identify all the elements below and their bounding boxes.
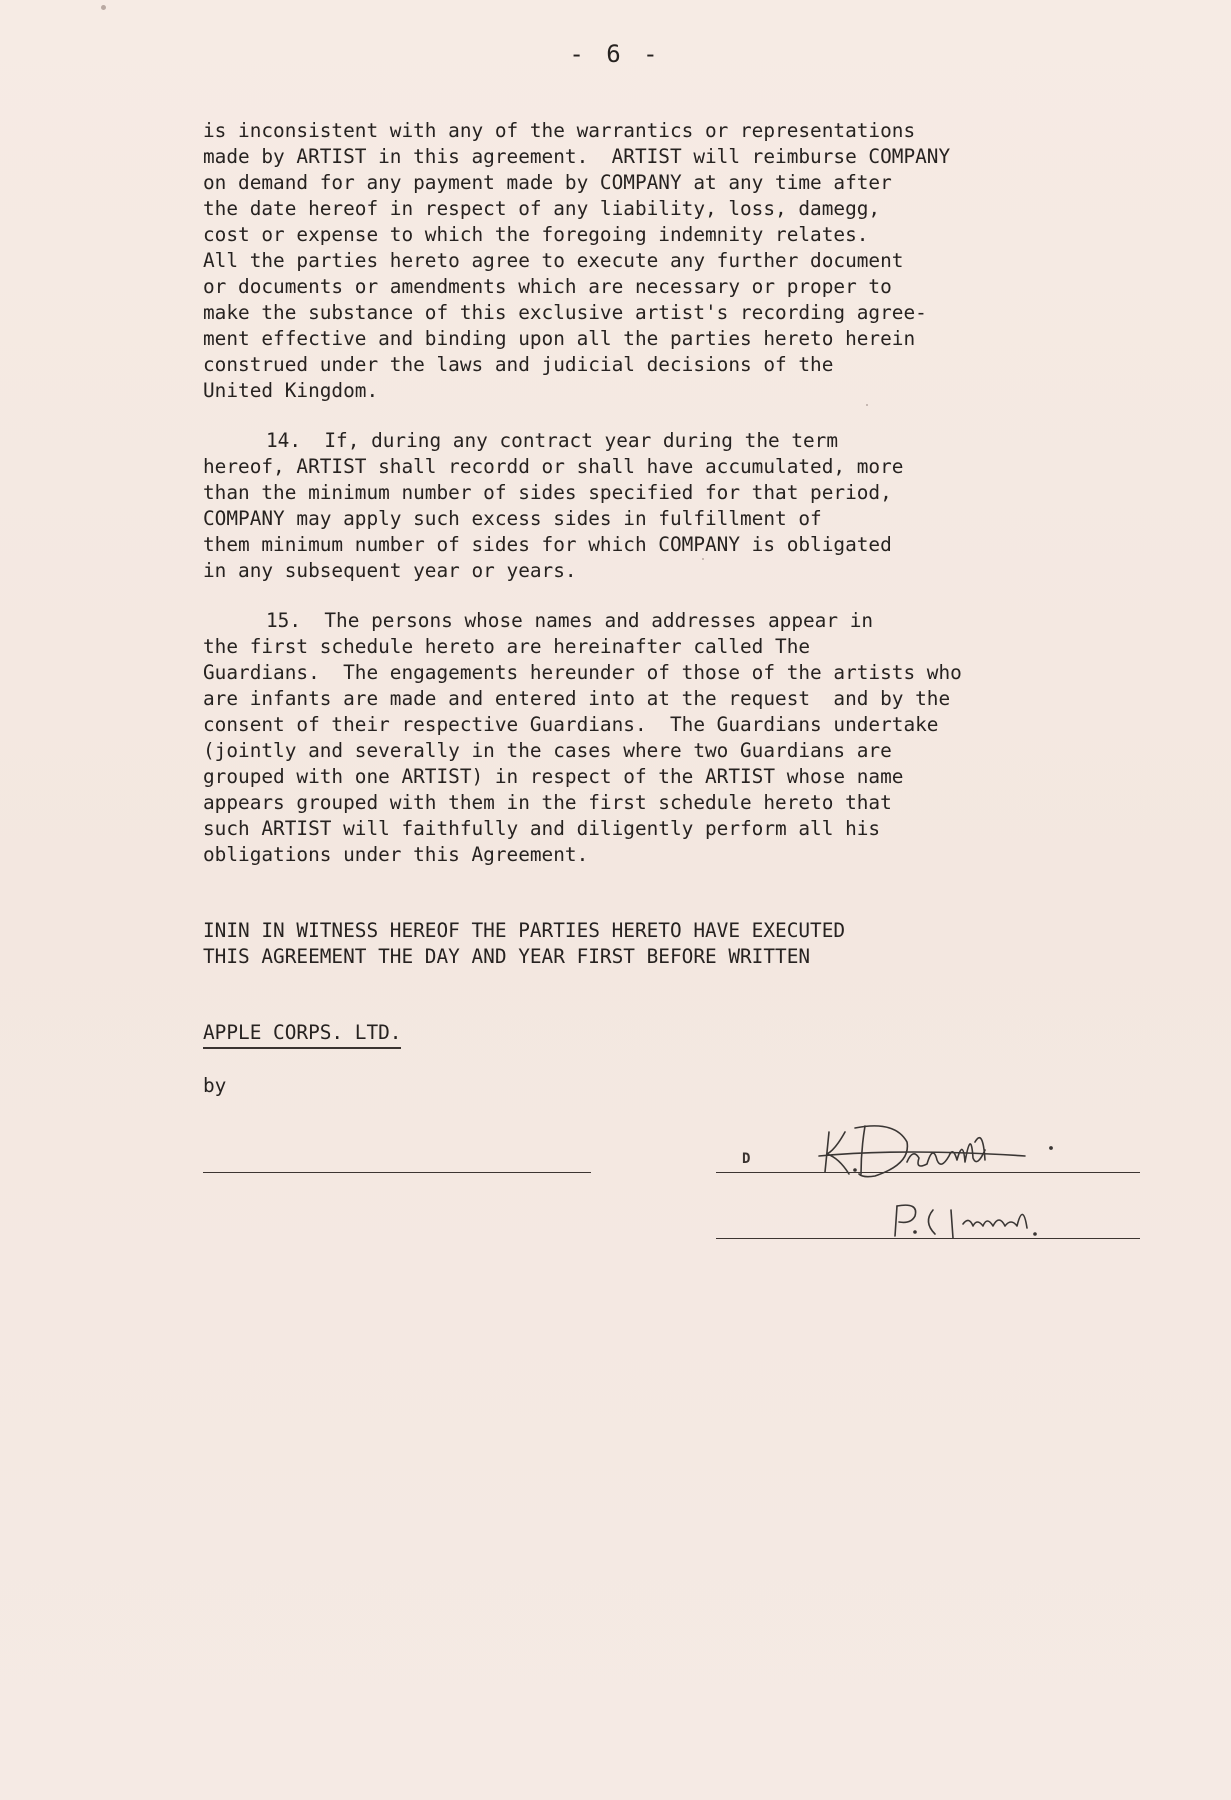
text-line: United Kingdom.	[203, 379, 379, 402]
text-line: them minimum number of sides for which COMPANY is obligated	[203, 533, 892, 556]
text-line: consent of their respective Guardians. The Guardians undertake	[203, 713, 939, 736]
text-line: obligations under this Agreement.	[203, 843, 589, 866]
witness-line: ININ IN WITNESS HEREOF THE PARTIES HERETO HAVE EXECUTED	[203, 919, 846, 942]
text-line: make the substance of this exclusive artist's recording agree-	[203, 301, 927, 324]
text-line: in any subsequent year or years.	[203, 559, 577, 582]
text-line: construed under the laws and judicial decisions of the	[203, 353, 834, 376]
text-line: the first schedule hereto are hereinafter called The	[203, 635, 811, 658]
text-line: Guardians. The engagements hereunder of those of the artists who	[203, 661, 962, 684]
paper-speck	[101, 5, 106, 10]
text-line: appears grouped with them in the first schedule hereto that	[203, 791, 892, 814]
text-line: grouped with one ARTIST) in respect of the ARTIST whose name	[203, 765, 904, 788]
paper-speck	[866, 404, 868, 406]
paper-speck	[702, 558, 704, 560]
witness-line: THIS AGREEMENT THE DAY AND YEAR FIRST BEFORE WRITTEN	[203, 945, 811, 968]
paragraph-15-first-line: 15. The persons whose names and addresses appear in	[266, 609, 874, 632]
text-line: the date hereof in respect of any liability, loss, damegg,	[203, 197, 881, 220]
text-line: than the minimum number of sides specified for that period,	[203, 481, 892, 504]
blank-signature-line	[203, 1172, 591, 1173]
handwritten-signature	[815, 1098, 1105, 1238]
company-name: APPLE CORPS. LTD.	[203, 1020, 401, 1049]
text-line: made by ARTIST in this agreement. ARTIST will reimburse COMPANY	[203, 145, 951, 168]
text-line: (jointly and severally in the cases where two Guardians are	[203, 739, 892, 762]
text-line: or documents or amendments which are necessary or proper to	[203, 275, 892, 298]
text-line: All the parties hereto agree to execute any further document	[203, 249, 904, 272]
paragraph-14-first-line: 14. If, during any contract year during the term	[266, 429, 839, 452]
text-line: COMPANY may apply such excess sides in fulfillment of	[203, 507, 822, 530]
second-signature-line	[716, 1238, 1140, 1239]
page-number: - 6 -	[569, 40, 662, 68]
text-line: ment effective and binding upon all the parties hereto herein	[203, 327, 916, 350]
text-line: is inconsistent with any of the warrantics or representations	[203, 119, 916, 142]
text-line: on demand for any payment made by COMPANY at any time after	[203, 171, 892, 194]
text-line: are infants are made and entered into at the request and by the	[203, 687, 951, 710]
by-label: by	[203, 1074, 227, 1097]
text-line: hereof, ARTIST shall recordd or shall have accumulated, more	[203, 455, 904, 478]
text-line: such ARTIST will faithfully and diligently perform all his	[203, 817, 881, 840]
text-line: cost or expense to which the foregoing indemnity relates.	[203, 223, 869, 246]
d-mark: D	[742, 1151, 751, 1167]
